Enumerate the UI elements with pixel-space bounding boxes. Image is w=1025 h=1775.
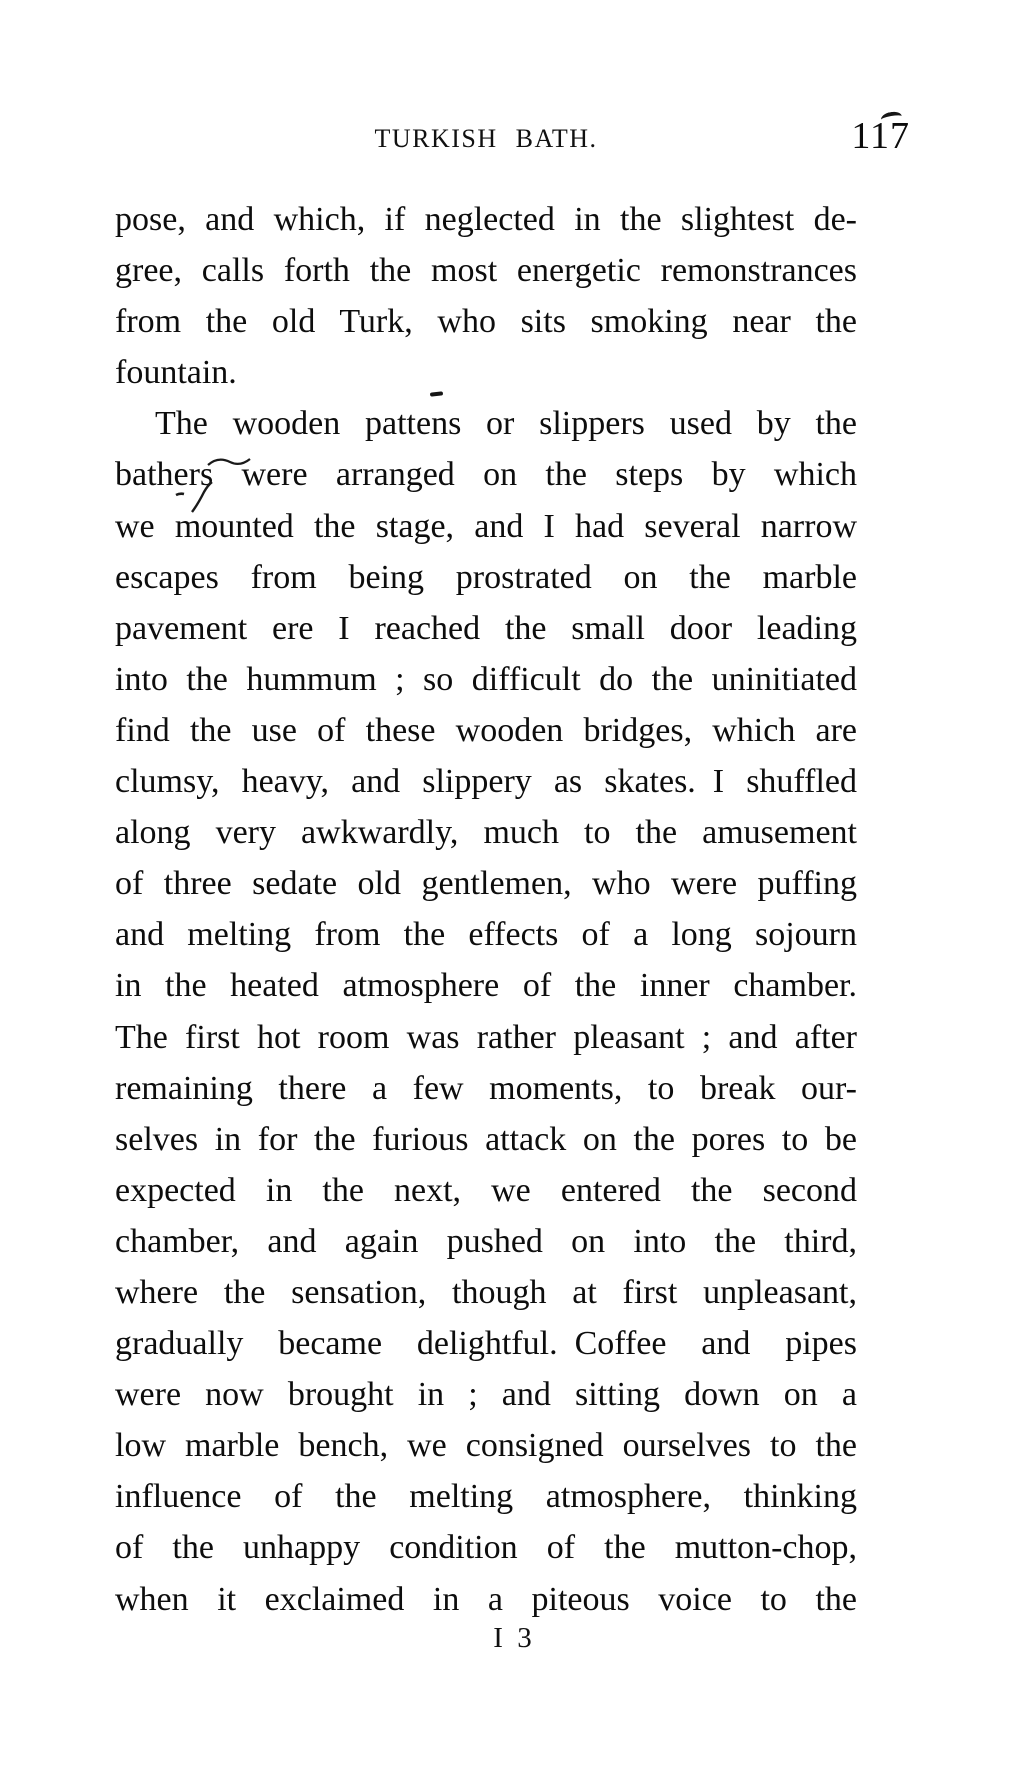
text-line: of three sedate old gentlemen, who were puffing	[115, 865, 857, 903]
text-line: gree, calls forth the most energetic remonstrances	[115, 252, 857, 290]
signature-mark: I 3	[493, 1622, 532, 1654]
text-line: expected in the next, we entered the second	[115, 1171, 857, 1209]
text-line: of the unhappy condition of the mutton-chop,	[115, 1529, 857, 1567]
text-line: when it exclaimed in a piteous voice to the	[115, 1580, 857, 1618]
text-line: chamber, and again pushed on into the third,	[115, 1222, 857, 1260]
text-line: escapes from being prostrated on the marble	[115, 558, 857, 596]
running-title: TURKISH BATH.	[374, 124, 598, 153]
text-line: we mounted the stage, and I had several narrow	[115, 507, 857, 545]
text-line: gradually became delightful. Coffee and pipes	[115, 1325, 857, 1363]
text-line: influence of the melting atmosphere, thinking	[115, 1478, 857, 1516]
text-line: into the hummum ; so difficult do the uninitiated	[115, 660, 857, 698]
text-line: in the heated atmosphere of the inner chamber.	[115, 967, 857, 1005]
text-line: and melting from the effects of a long sojourn	[115, 916, 857, 954]
text-line: were now brought in ; and sitting down on a	[115, 1376, 857, 1414]
text-line: fountain.	[115, 354, 237, 392]
text-line: remaining there a few moments, to break our-	[115, 1069, 857, 1107]
text-line: The first hot room was rather pleasant ; and after	[115, 1018, 857, 1056]
body-text	[115, 194, 857, 1625]
page-number: 117	[851, 115, 910, 157]
page-header	[0, 0, 1025, 170]
text-line: from the old Turk, who sits smoking near the	[115, 303, 857, 341]
text-line: The wooden pattens or slippers used by the	[155, 405, 857, 443]
text-line: where the sensation, though at first unpleasant,	[115, 1273, 857, 1311]
text-line: pavement ere I reached the small door leading	[115, 609, 857, 647]
text-line: along very awkwardly, much to the amusement	[115, 814, 857, 852]
text-line: bathers were arranged on the steps by which	[115, 456, 857, 494]
text-line: find the use of these wooden bridges, which are	[115, 711, 857, 749]
text-line: clumsy, heavy, and slippery as skates. I shuffled	[115, 763, 857, 801]
text-line: selves in for the furious attack on the pores to be	[115, 1120, 857, 1158]
text-line: low marble bench, we consigned ourselves to the	[115, 1427, 857, 1465]
text-line: pose, and which, if neglected in the slightest de-	[115, 201, 857, 238]
